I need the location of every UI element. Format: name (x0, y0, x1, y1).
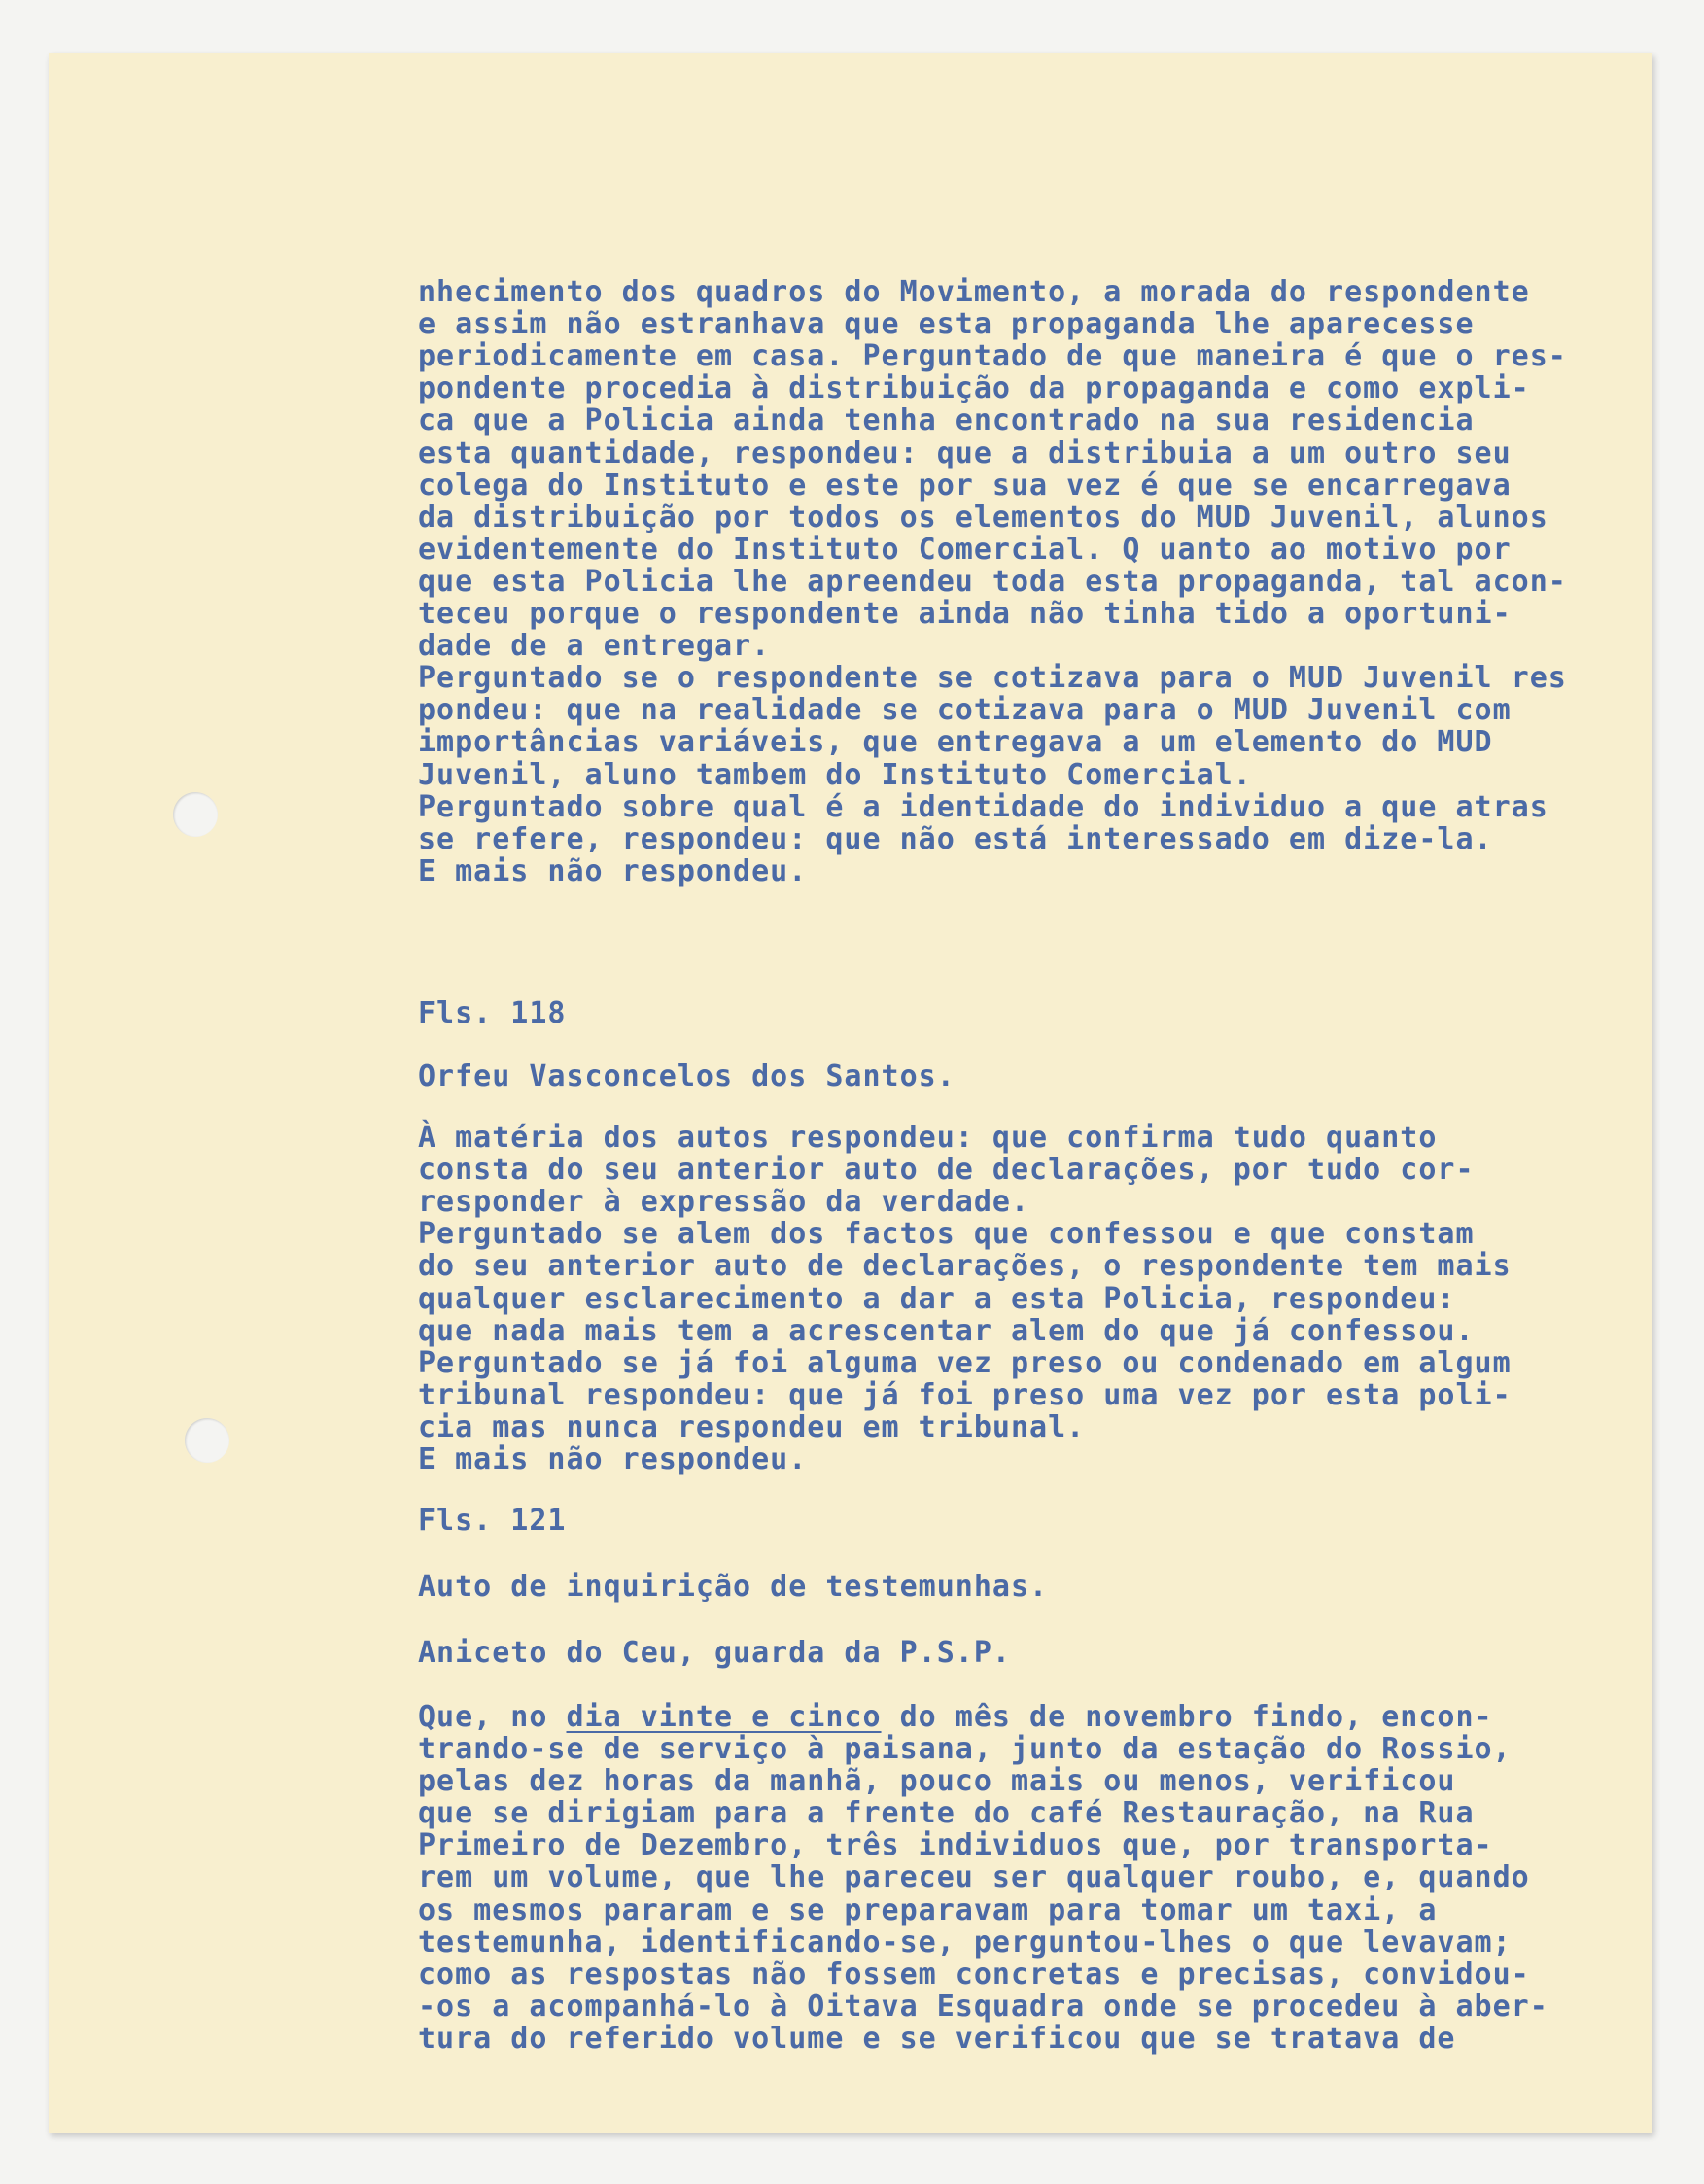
paper-sheet (49, 53, 1652, 2133)
paragraph-line: dade de a entregar. (418, 629, 771, 664)
paragraph-line: teceu porque o respondente ainda não tinha tido a oportuni- (418, 597, 1512, 631)
paragraph-line: Perguntado se o respondente se cotizava para o MUD Juvenil res (418, 661, 1567, 696)
folio-118: Fls. 118 (418, 996, 567, 1030)
text-span: do mês de novembro findo, encon- (881, 1700, 1493, 1734)
paragraph-line: que se dirigiam para a frente do café Restauração, na Rua (418, 1796, 1475, 1831)
paragraph-line: tribunal respondeu: que já foi preso uma vez por esta poli- (418, 1377, 1512, 1412)
paragraph-line: pondeu: que na realidade se cotizava para o MUD Juvenil com (418, 693, 1512, 728)
paragraph-line: rem um volume, que lhe pareceu ser qualquer roubo, e, quando (418, 1860, 1530, 1895)
witness-name: Aniceto do Ceu, guarda da P.S.P. (418, 1636, 1011, 1670)
paragraph-line: trando-se de serviço à paisana, junto da estação do Rossio, (418, 1732, 1512, 1766)
paragraph-line: À matéria dos autos respondeu: que confirma tudo quanto (418, 1121, 1438, 1155)
paragraph-line: que nada mais tem a acrescentar alem do que já confessou. (418, 1313, 1475, 1348)
text-span: Que, no (418, 1700, 567, 1734)
paragraph-line: que esta Policia lhe apreendeu toda esta propaganda, tal acon- (418, 564, 1567, 599)
paragraph-line: como as respostas não fossem concretas e precisas, convidou- (418, 1957, 1530, 1992)
paragraph-line: evidentemente do Instituto Comercial. Q uanto ao motivo por (418, 532, 1512, 567)
paragraph-line: Perguntado se já foi alguma vez preso ou condenado em algum (418, 1345, 1512, 1380)
paragraph-line: consta do seu anterior auto de declarações, por tudo cor- (418, 1153, 1475, 1188)
paragraph-line: Perguntado sobre qual é a identidade do individuo a que atras (418, 789, 1548, 824)
paragraph-line: ca que a Policia ainda tenha encontrado na sua residencia (418, 403, 1475, 438)
punch-hole (185, 1418, 229, 1463)
paragraph-line: Juvenil, aluno tambem do Instituto Comercial. (418, 757, 1252, 792)
paragraph-line: nhecimento dos quadros do Movimento, a morada do respondente (418, 275, 1530, 309)
paragraph-line: E mais não respondeu. (418, 853, 808, 888)
punch-hole (173, 792, 218, 837)
paragraph-line: tura do referido volume e se verificou que se tratava de (418, 2021, 1456, 2056)
paragraph-line: qualquer esclarecimento a dar a esta Policia, respondeu: (418, 1281, 1456, 1316)
paragraph-line: importâncias variáveis, que entregava a um elemento do MUD (418, 725, 1493, 760)
paragraph-line: responder à expressão da verdade. (418, 1185, 1030, 1220)
section-heading: Auto de inquirição de testemunhas. (418, 1570, 1049, 1604)
paragraph-line (418, 1700, 1493, 1734)
paragraph-line: Primeiro de Dezembro, três individuos que, por transporta- (418, 1828, 1493, 1863)
paragraph-line: pelas dez horas da manhã, pouco mais ou menos, verificou (418, 1764, 1456, 1799)
paragraph-line: do seu anterior auto de declarações, o respondente tem mais (418, 1249, 1512, 1284)
typed-text (49, 53, 1567, 2056)
paragraph-line: E mais não respondeu. (418, 1442, 808, 1476)
paragraph-line: cia mas nunca respondeu em tribunal. (418, 1409, 1086, 1444)
paragraph-line: pondente procedia à distribuição da propaganda e como expli- (418, 371, 1530, 406)
paragraph-line: da distribuição por todos os elementos do MUD Juvenil, alunos (418, 500, 1548, 535)
paragraph-line: se refere, respondeu: que não está interessado em dize-la. (418, 821, 1493, 856)
paragraph-line: os mesmos pararam e se preparavam para tomar um taxi, a (418, 1892, 1438, 1927)
paragraph-line: colega do Instituto e este por sua vez é que se encarregava (418, 468, 1512, 503)
folio-121: Fls. 121 (418, 1504, 567, 1538)
paragraph-line: periodicamente em casa. Perguntado de que maneira é que o res- (418, 339, 1567, 374)
paragraph-line: Perguntado se alem dos factos que confessou e que constam (418, 1217, 1475, 1252)
respondent-name: Orfeu Vasconcelos dos Santos. (418, 1059, 956, 1093)
paragraph-line: esta quantidade, respondeu: que a distribuia a um outro seu (418, 435, 1512, 470)
paragraph-line: -os a acompanhá-lo à Oitava Esquadra onde se procedeu à aber- (418, 1989, 1548, 2024)
paragraph-line: testemunha, identificando-se, perguntou-lhes o que levavam; (418, 1924, 1512, 1959)
underlined-text: dia vinte e cinco (566, 1700, 882, 1734)
paragraph-line: e assim não estranhava que esta propaganda lhe aparecesse (418, 307, 1475, 342)
